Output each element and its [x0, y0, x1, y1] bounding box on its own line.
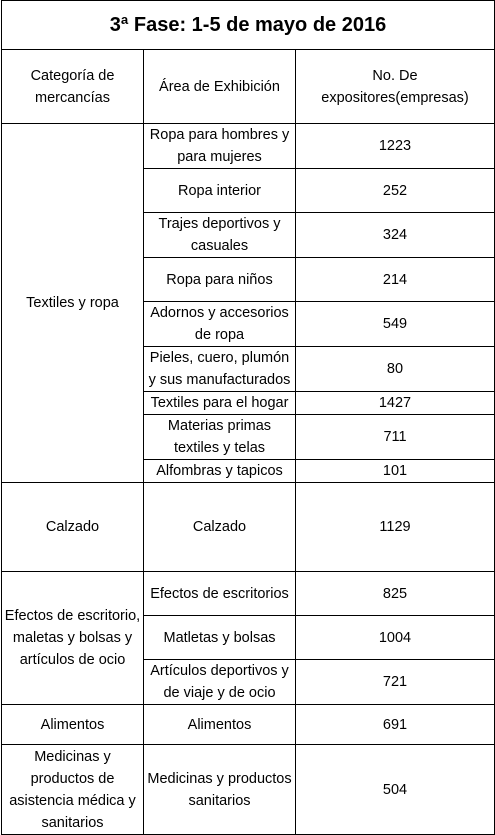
count-cell: 1129 [296, 483, 495, 572]
category-cell: Medicinas y productos de asistencia médica y sanitarios [2, 745, 144, 835]
title-row [2, 1, 495, 50]
area-cell: Ropa para niños [144, 258, 296, 302]
header-category: Categoría de mercancías [2, 50, 144, 124]
area-cell: Ropa interior [144, 169, 296, 213]
table-row [2, 745, 495, 835]
area-cell: Pieles, cuero, plumón y sus manufacturados [144, 347, 296, 392]
category-cell: Calzado [2, 483, 144, 572]
count-cell: 101 [296, 460, 495, 483]
header-row [2, 50, 495, 124]
area-cell: Adornos y accesorios de ropa [144, 302, 296, 347]
area-cell: Textiles para el hogar [144, 392, 296, 415]
count-cell: 324 [296, 213, 495, 258]
count-cell: 721 [296, 660, 495, 705]
category-cell: Efectos de escritorio, maletas y bolsas y artículos de ocio [2, 572, 144, 705]
count-cell: 504 [296, 745, 495, 835]
header-count: No. De expositores(empresas) [296, 50, 495, 124]
area-cell: Medicinas y productos sanitarios [144, 745, 296, 835]
area-cell: Ropa para hombres y para mujeres [144, 124, 296, 169]
area-cell: Materias primas textiles y telas [144, 415, 296, 460]
header-area: Área de Exhibición [144, 50, 296, 124]
area-cell: Matletas y bolsas [144, 616, 296, 660]
count-cell: 1427 [296, 392, 495, 415]
area-cell: Artículos deportivos y de viaje y de ocio [144, 660, 296, 705]
category-cell: Textiles y ropa [2, 124, 144, 483]
table-row [2, 483, 495, 572]
count-cell: 1004 [296, 616, 495, 660]
area-cell: Trajes deportivos y casuales [144, 213, 296, 258]
count-cell: 214 [296, 258, 495, 302]
area-cell: Alimentos [144, 705, 296, 745]
count-cell: 80 [296, 347, 495, 392]
area-cell: Calzado [144, 483, 296, 572]
table-row [2, 572, 495, 616]
count-cell: 825 [296, 572, 495, 616]
count-cell: 1223 [296, 124, 495, 169]
count-cell: 549 [296, 302, 495, 347]
category-cell: Alimentos [2, 705, 144, 745]
count-cell: 711 [296, 415, 495, 460]
area-cell: Alfombras y tapicos [144, 460, 296, 483]
count-cell: 691 [296, 705, 495, 745]
table-body [2, 124, 495, 835]
table-row [2, 705, 495, 745]
count-cell: 252 [296, 169, 495, 213]
exhibition-table [1, 0, 495, 835]
area-cell: Efectos de escritorios [144, 572, 296, 616]
table-title: 3ª Fase: 1-5 de mayo de 2016 [2, 1, 495, 50]
table-row [2, 124, 495, 169]
